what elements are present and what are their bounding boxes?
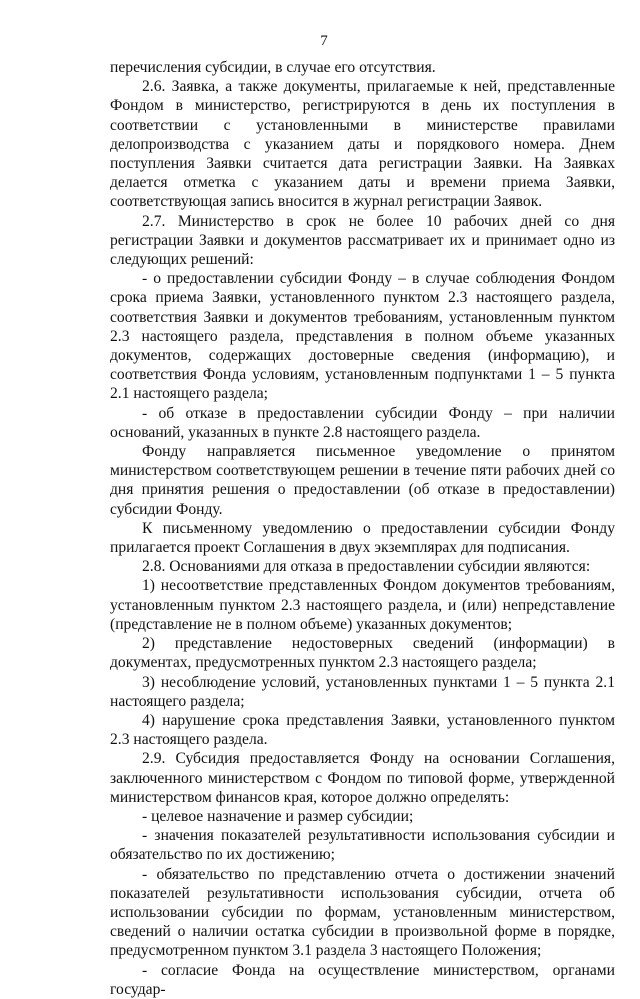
list-item-agreement-purpose: - целевое назначение и размер субсидии; (142, 807, 414, 825)
list-item-refusal-reason-1: 1) несоответствие представленных Фондом документов требованиям, установленным пунктом 2.3 настоящего раздела, и (или) непредставление (представление не в полном объеме) указанных документов; (110, 577, 615, 633)
paragraph-2-6: 2.6. Заявка, а также документы, прилагаемые к ней, представленные Фондом в министерство, регистрируются в день их поступления в соответствии с установленными в министерстве правилами делопроизводства с указанием даты и порядкового номера. Днем поступления Заявки считается дата регистрации Заявки. На Заявках делается отметка с указанием даты и времени приема Заявки, соответствующая запись вносится в журнал регистрации Заявок. (110, 78, 615, 211)
paragraph-notification: Фонду направляется письменное уведомление о принятом министерством соответствующем решении в течение пяти рабочих дней со дня принятия решения о предоставлении (об отказе в предоставлении) субсидии Фонду. (110, 443, 615, 518)
list-item-agreement-consent: - согласие Фонда на осуществление министерством, органами государ- (110, 961, 615, 998)
list-item-refusal-reason-2: 2) представление недостоверных сведений (информации) в документах, предусмотренных пунктом 2.3 настоящего раздела; (110, 635, 615, 672)
list-item-refusal-decision: - об отказе в предоставлении субсидии Фонду – при наличии оснований, указанных в пункте 2.8 настоящего раздела. (110, 404, 615, 441)
paragraph-agreement-draft: К письменному уведомлению о предоставлении субсидии Фонду прилагается проект Соглашения в двух экземплярах для подписания. (110, 519, 615, 557)
list-item-refusal-reason-3: 3) несоблюдение условий, установленных пунктами 1 – 5 пункта 2.1 настоящего раздела; (110, 673, 615, 710)
paragraph-2-8: 2.8. Основаниями для отказа в предоставлении субсидии являются: (142, 558, 591, 576)
document-body (110, 58, 615, 999)
paragraph-continuation: перечисления субсидии, в случае его отсутствия. (110, 59, 436, 76)
list-item-agreement-indicators: - значения показателей результативности использования субсидии и обязательство по их достижению; (110, 827, 615, 864)
list-item-grant-decision: - о предоставлении субсидии Фонду – в случае соблюдения Фондом срока приема Заявки, установленного пунктом 2.3 настоящего раздела, соответствия Заявки и документов требованиям, установленным пунктом 2.3 настоящего раздела, представления в полном объеме указанных документов, содержащих достоверные сведения (информацию), и соответствия Фонда условиям, установленным подпунктами 1 – 5 пункта 2.1 настоящего раздела; (110, 270, 615, 403)
page-number: 7 (320, 33, 328, 49)
paragraph-2-7: 2.7. Министерство в срок не более 10 рабочих дней со дня регистрации Заявки и документов рассматривает их и принимает одно из следующих решений: (110, 212, 615, 269)
paragraph-2-9: 2.9. Субсидия предоставляется Фонду на основании Соглашения, заключенного министерством с Фондом по типовой форме, утвержденной министерством финансов края, которое должно определять: (110, 750, 615, 806)
list-item-refusal-reason-4: 4) нарушение срока представления Заявки, установленного пунктом 2.3 настоящего раздела. (110, 711, 615, 749)
list-item-agreement-reporting: - обязательство по представлению отчета о достижении значений показателей результативности использования субсидии, отчета об использовании субсидии по формам, установленным министерством, сведений о наличии остатка субсидии в произвольной форме в порядке, предусмотренном пунктом 3.1 раздела 3 настоящего Положения; (110, 865, 615, 960)
